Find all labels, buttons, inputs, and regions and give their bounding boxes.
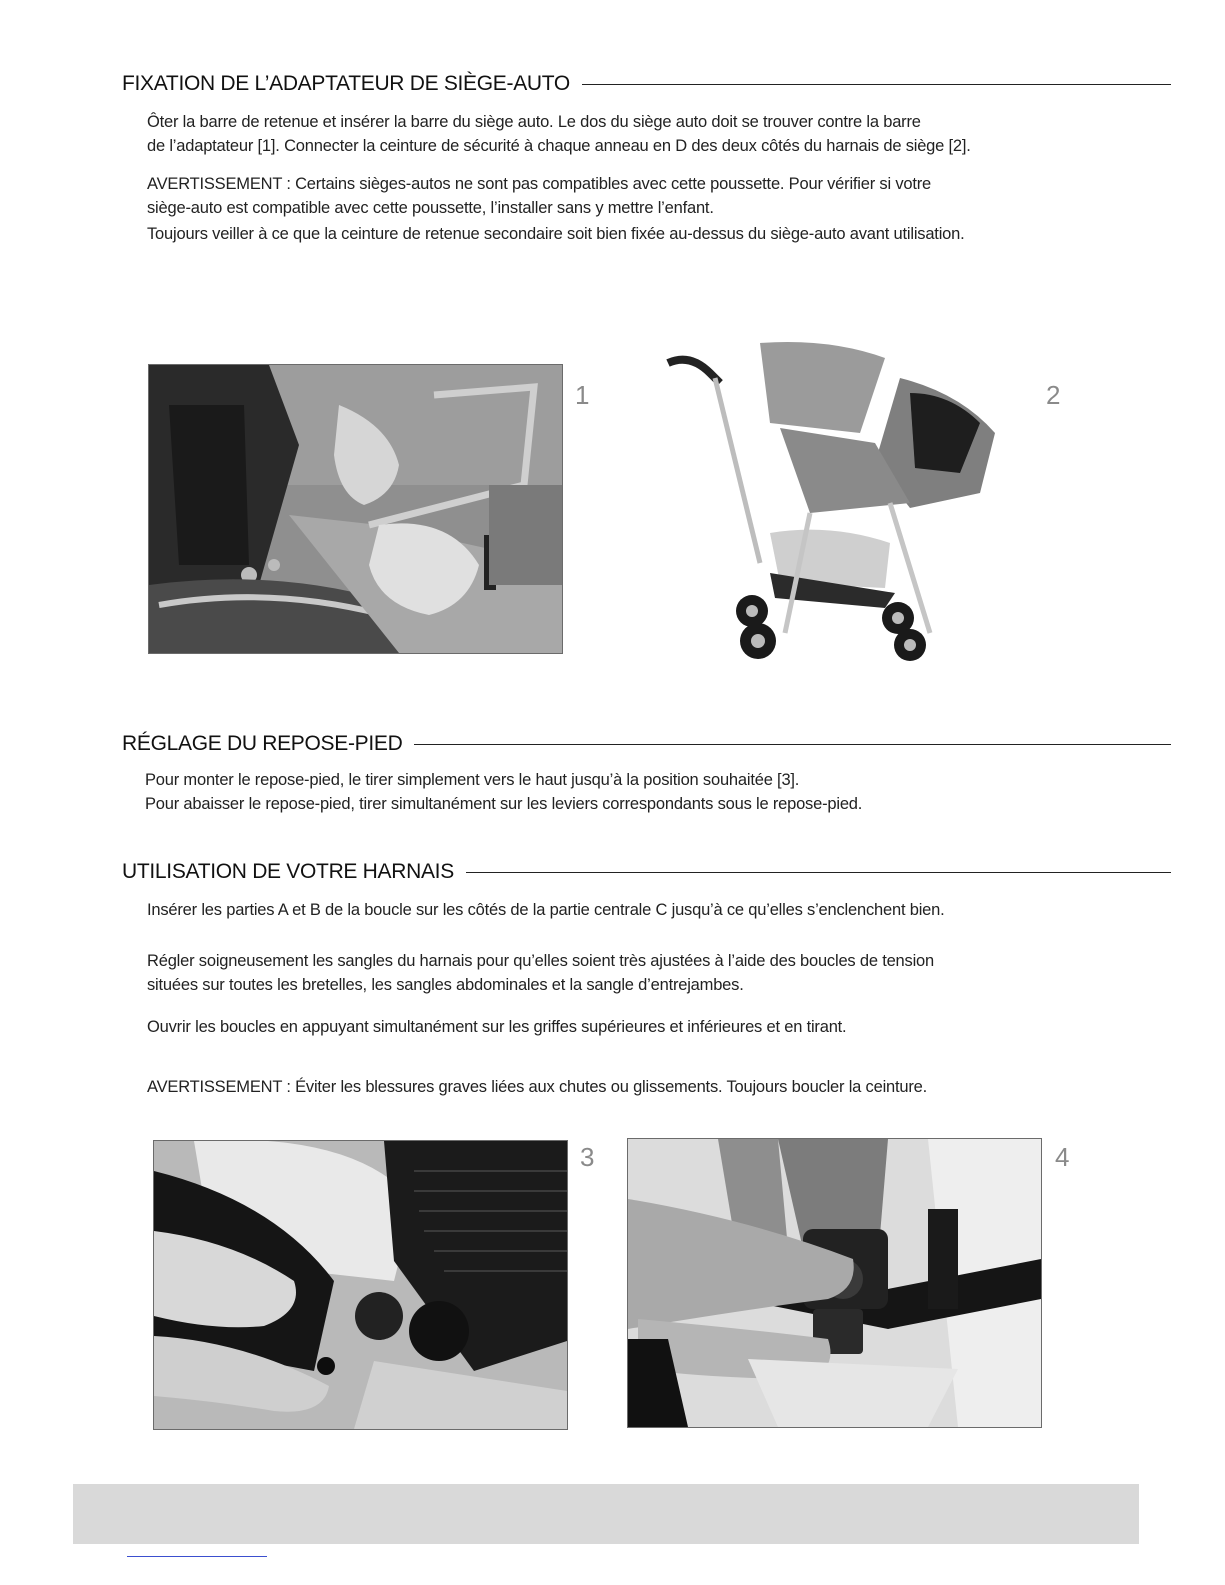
text-line: Pour monter le repose-pied, le tirer simplement vers le haut jusqu’à la position souhaitée [3]. xyxy=(145,771,800,789)
figure-number-3: 3 xyxy=(580,1142,595,1172)
reglage-paragraph xyxy=(145,768,1145,816)
text-line: siège-auto est compatible avec cette poussette, l’installer sans y mettre l’enfant. xyxy=(147,199,714,217)
text-line: AVERTISSEMENT : Certains sièges-autos ne sont pas compatibles avec cette poussette. Pour vérifier si votre xyxy=(147,175,931,193)
text-line: Toujours veiller à ce que la ceinture de retenue secondaire soit bien fixée au-dessus du siège-auto avant utilisation. xyxy=(147,225,965,243)
section-title-fixation: FIXATION DE L’ADAPTATEUR DE SIÈGE-AUTO xyxy=(122,72,570,95)
figure-number-2: 2 xyxy=(1046,380,1061,410)
text-line: Régler soigneusement les sangles du harnais pour qu’elles soient très ajustées à l’aide des boucles de tension xyxy=(147,952,934,970)
section-header-fixation xyxy=(122,72,1171,96)
footer-band xyxy=(73,1484,1139,1544)
figure-number-4: 4 xyxy=(1055,1142,1070,1172)
section-rule xyxy=(582,84,1171,85)
section-header-reglage xyxy=(122,732,1171,756)
section-rule xyxy=(466,872,1171,873)
section-title-reglage: RÉGLAGE DU REPOSE-PIED xyxy=(122,732,403,755)
figure-4-photo xyxy=(627,1138,1042,1428)
figure-2-photo xyxy=(660,333,1010,663)
fixation-paragraph-1 xyxy=(147,110,1147,158)
fixation-paragraph-2 xyxy=(147,172,1147,246)
text-line: Ouvrir les boucles en appuyant simultanément sur les griffes supérieures et inférieures et en tirant. xyxy=(147,1018,847,1036)
harnais-paragraph-3 xyxy=(147,1015,1147,1039)
section-header-harnais xyxy=(122,860,1171,884)
text-line: situées sur toutes les bretelles, les sangles abdominales et la sangle d’entrejambes. xyxy=(147,976,744,994)
figure-1-photo xyxy=(148,364,563,654)
figure-3-photo xyxy=(153,1140,568,1430)
harnais-warning xyxy=(147,1075,1147,1099)
harnais-paragraph-1 xyxy=(147,898,1147,922)
harnais-paragraph-2 xyxy=(147,949,1147,997)
text-line: AVERTISSEMENT : Éviter les blessures graves liées aux chutes ou glissements. Toujours boucler la ceinture. xyxy=(147,1078,928,1096)
footer-underline xyxy=(127,1556,267,1557)
text-line: Insérer les parties A et B de la boucle sur les côtés de la partie centrale C jusqu’à ce qu’elles s’enclenchent bien. xyxy=(147,901,945,919)
figure-number-1: 1 xyxy=(575,380,590,410)
text-line: Pour abaisser le repose-pied, tirer simultanément sur les leviers correspondants sous le repose-pied. xyxy=(145,795,863,813)
text-line: de l’adaptateur [1]. Connecter la ceinture de sécurité à chaque anneau en D des deux côtés du harnais de siège [2]. xyxy=(147,137,971,155)
section-rule xyxy=(414,744,1171,745)
text-line: Ôter la barre de retenue et insérer la barre du siège auto. Le dos du siège auto doit se trouver contre la barre xyxy=(147,113,921,131)
section-title-harnais: UTILISATION DE VOTRE HARNAIS xyxy=(122,860,454,883)
